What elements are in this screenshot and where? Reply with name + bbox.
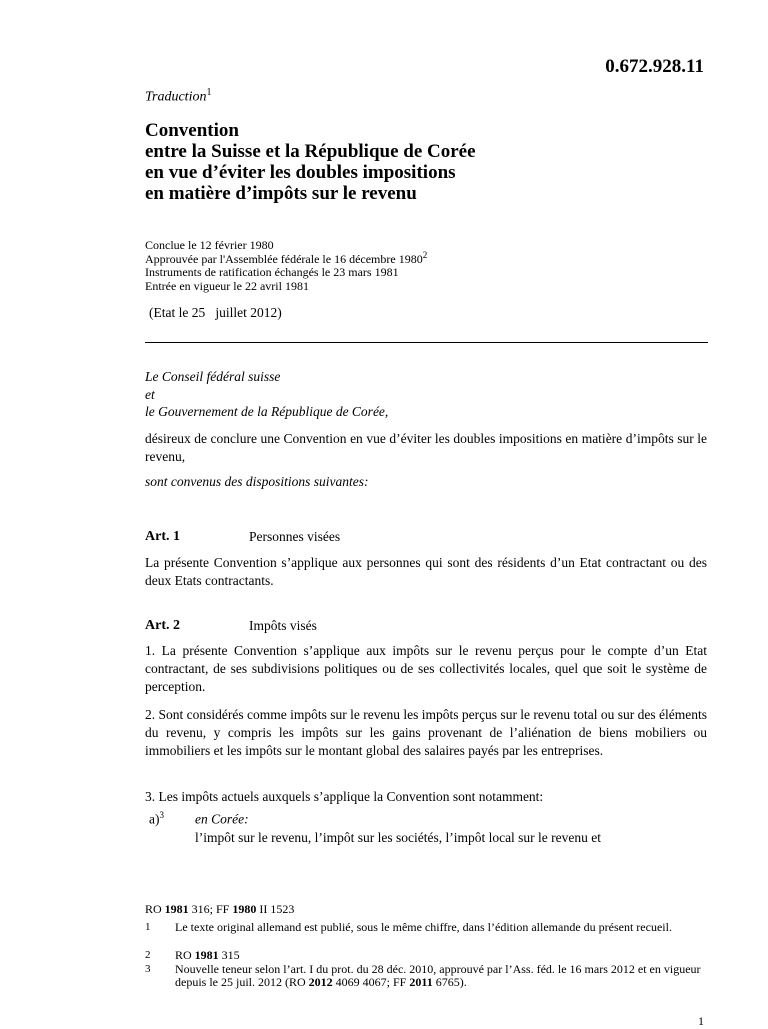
footnote-2: [145, 949, 708, 962]
footnote-ref-2[interactable]: 2: [422, 249, 428, 260]
document-title: [145, 120, 476, 204]
article-1-text: La présente Convention s’applique aux personnes qui sont des résidents d’un Etat contractant ou des deux Etats contractants.: [145, 555, 707, 588]
meta-approuvee-row: [145, 249, 428, 267]
preamble-agreement: sont convenus des dispositions suivantes:: [145, 474, 369, 489]
article-2-paragraph-3: 3. Les impôts actuels auxquels s’applique la Convention sont notamment:: [145, 789, 544, 804]
fn3-ff-year: 2011: [409, 975, 433, 989]
meta-instruments: Instruments de ratification échangés le 23 mars 1981: [145, 265, 399, 279]
fn-ro-rest: 316; FF: [188, 902, 233, 916]
etat-date: (Etat le 25 juillet 2012): [149, 305, 282, 320]
fn3-ro-year: 2012: [308, 975, 333, 989]
preamble-parties: [145, 368, 388, 421]
article-2-title: Impôts visés: [249, 618, 317, 633]
title-line: Convention: [145, 120, 239, 141]
footnote-3-text: [175, 963, 708, 989]
party-switzerland: Le Conseil fédéral suisse: [145, 369, 281, 384]
party-korea: le Gouvernement de la République de Corée,: [145, 404, 389, 419]
fn-ro-year: 1981: [164, 902, 189, 916]
fn-ff-rest: II 1523: [256, 902, 295, 916]
meta-conclue: Conclue le 12 février 1980: [145, 238, 274, 252]
item-a-text: l’impôt sur le revenu, l’impôt sur les sociétés, l’impôt local sur le revenu et: [195, 830, 602, 845]
fn2-year: 1981: [194, 948, 219, 962]
title-line: entre la Suisse et la République de Corée: [145, 141, 476, 162]
party-conjunction: et: [145, 386, 155, 402]
document-number: 0.672.928.11: [605, 56, 704, 77]
article-2-paragraph-1: 1. La présente Convention s’applique aux impôts sur le revenu perçus pour le compte d’un Etat contractant, de ses subdivisions politiques ou de ses collectivités locales, quel que soit le système de perception.: [145, 643, 707, 694]
title-line: en matière d’impôts sur le revenu: [145, 183, 417, 204]
footnote-ref-1[interactable]: 1: [206, 87, 212, 98]
fn3-text: Nouvelle teneur selon l’art. I du prot. du 28 déc. 2010, approuvé par l’Ass. féd. le 16 mars 2012 et en vigueur depuis le 25 juil. 2012 (RO: [175, 962, 701, 989]
article-2-paragraph-2: 2. Sont considérés comme impôts sur le revenu les impôts perçus sur le revenu total ou sur des éléments du revenu, y compris les impôts sur les gains provenant de l’aliénation de biens mobiliers ou immobiliers et les impôts sur le montant global des salaires payés par les entreprises.: [145, 707, 708, 758]
preamble-desireux: désireux de conclure une Convention en vue d’éviter les doubles impositions en matière d’impôts sur le revenu,: [145, 431, 707, 464]
footnote-1-number: 1: [145, 921, 151, 933]
footnote-2-number: 2: [145, 949, 151, 961]
footnote-1: [145, 921, 708, 934]
fn3-ro-rest: 4069 4067; FF: [332, 975, 410, 989]
item-a-label: [149, 810, 195, 828]
footnote-1-text: Le texte original allemand est publié, sous le même chiffre, dans l’édition allemande du présent recueil.: [175, 920, 672, 934]
fn-ff-year: 1980: [232, 902, 257, 916]
footnote-3: [145, 963, 708, 989]
fn-ro-prefix: RO: [145, 902, 165, 916]
footnote-3-number: 3: [145, 963, 151, 975]
footnote-ref-3[interactable]: 3: [159, 810, 164, 820]
article-1-title: Personnes visées: [249, 529, 341, 544]
item-a-letter: a): [149, 811, 160, 827]
fn2-pre: RO: [175, 948, 195, 962]
meta-entree: Entrée en vigueur le 22 avril 1981: [145, 278, 309, 293]
fn2-post: 315: [218, 948, 240, 962]
item-a-title: en Corée:: [195, 811, 249, 827]
header-divider: [145, 342, 708, 343]
footnote-2-text: [175, 949, 708, 962]
traduction-label: [145, 87, 211, 106]
meta-approuvee: Approuvée par l'Assemblée fédérale le 16 décembre 1980: [145, 251, 423, 266]
convention-metadata: [145, 239, 427, 293]
fn3-ff-rest: 6765).: [432, 975, 467, 989]
article-2-item-a: [149, 810, 249, 828]
footnote-reference-line: [145, 903, 294, 916]
page-number: 1: [698, 1014, 704, 1028]
article-2-number: Art. 2: [145, 618, 180, 633]
traduction-text: Traduction: [145, 89, 207, 105]
title-line: en vue d’éviter les doubles impositions: [145, 162, 456, 183]
article-1-number: Art. 1: [145, 529, 180, 544]
